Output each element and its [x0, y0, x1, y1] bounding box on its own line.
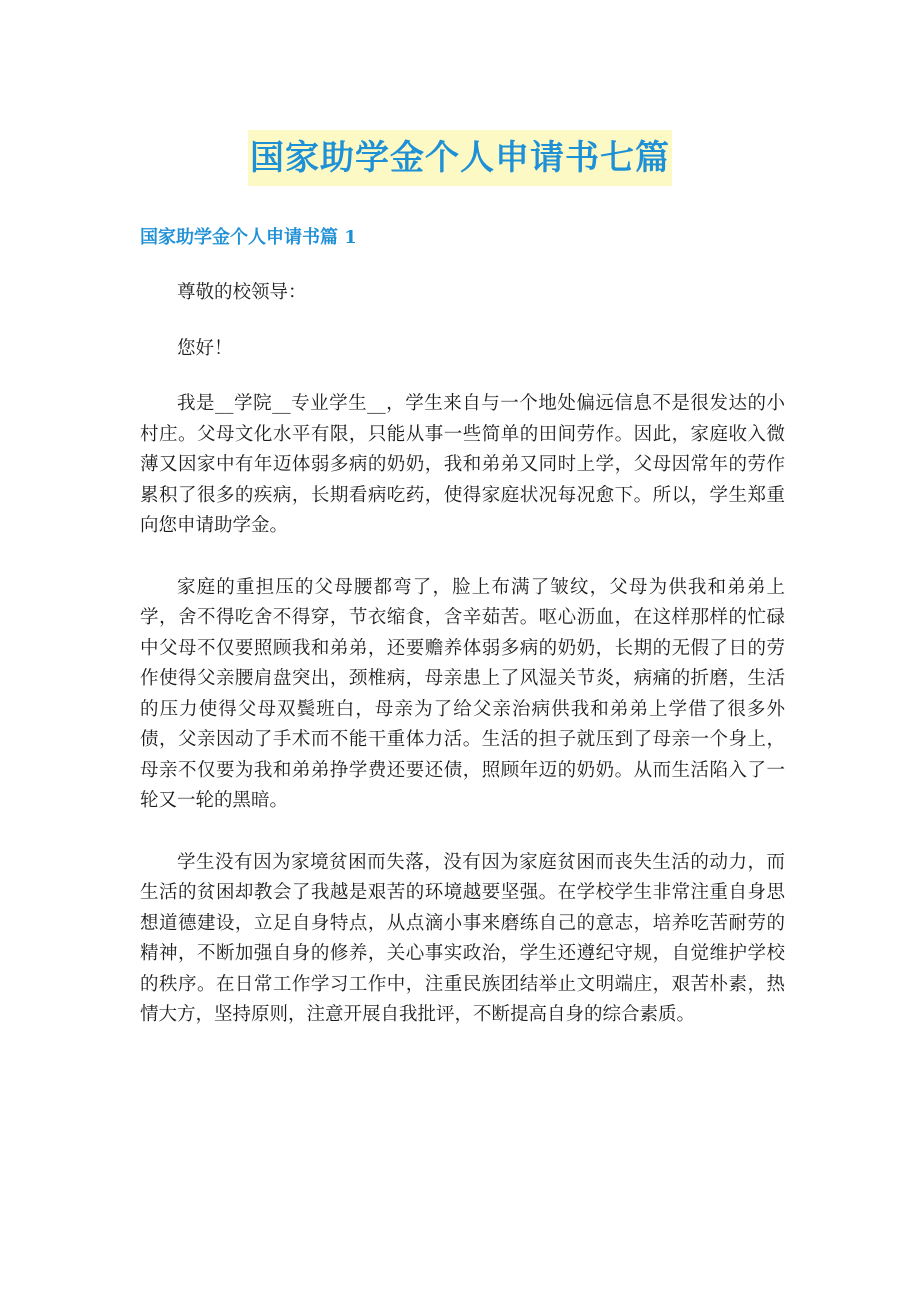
salutation: 尊敬的校领导： [177, 282, 307, 303]
section-heading: 国家助学金个人申请书篇 1 [140, 227, 357, 248]
body-paragraph-2: 家庭的重担压的父母腰都弯了，脸上布满了皱纹，父母为供我和弟弟上学，舍不得吃舍不得穿，节衣缩食，含辛茹苦。呕心沥血，在这样那样的忙碌中父母不仅要照顾我和弟弟，还要赡养体弱多病的奶奶，长期的无假了日的劳作使得父亲腰肩盘突出，颈椎病，母亲患上了风湿关节炎，病痛的折磨，生活的压力使得父母双鬓班白，母亲为了给父亲治病供我和弟弟上学借了很多外债，父亲因动了手术而不能干重体力活。生活的担子就压到了母亲一个身上，母亲不仅要为我和弟弟挣学费还要还债，照顾年迈的奶奶。从而生活陷入了一轮又一轮的黑暗。 [140, 576, 785, 811]
document-body [140, 278, 785, 1062]
greeting: 您好！ [177, 337, 233, 359]
document-title: 国家助学金个人申请书七篇 [248, 130, 672, 186]
body-paragraph-1: 我是__学院__专业学生__，学生来自与一个地处偏远信息不是很发达的小村庄。父母文化水平有限，只能从事一些简单的田间劳作。因此，家庭收入微薄又因家中有年迈体弱多病的奶奶，我和弟弟又同时上学，父母因常年的劳作累积了很多的疾病，长期看病吃药，使得家庭状况每况愈下。所以，学生郑重向您申请助学金。 [140, 393, 785, 536]
body-paragraph-3: 学生没有因为家境贫困而失落，没有因为家庭贫困而丧失生活的动力，而生活的贫困却教会了我越是艰苦的环境越要坚强。在学校学生非常注重自身思想道德建设，立足自身特点，从点滴小事来磨练自己的意志，培养吃苦耐劳的精神，不断加强自身的修养，关心事实政治，学生还遵纪守规，自觉维护学校的秩序。在日常工作学习工作中，注重民族团结举止文明端庄，艰苦朴素，热情大方，坚持原则，注意开展自我批评，不断提高自身的综合素质。 [140, 851, 785, 1025]
title-wrapper [0, 130, 920, 186]
